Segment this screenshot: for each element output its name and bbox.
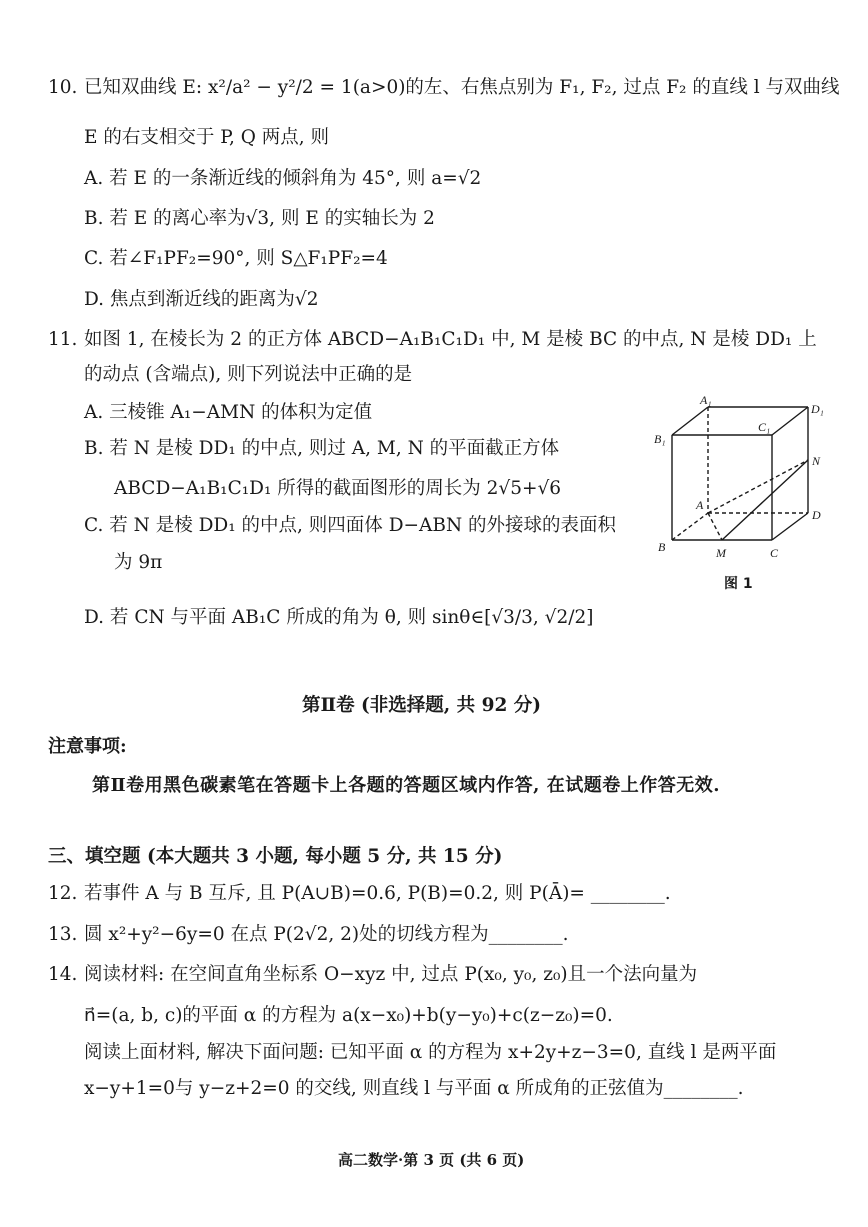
q14-line4: x−y+1=0与 y−z+2=0 的交线, 则直线 l 与平面 α 所成角的正弦值为________. — [84, 1078, 744, 1099]
q14-line1: 阅读材料: 在空间直角坐标系 O−xyz 中, 过点 P(x₀, y₀, z₀)且一个法向量为 — [84, 964, 698, 985]
label-b1: B₁ — [654, 432, 666, 446]
q10-stem-line2: E 的右支相交于 P, Q 两点, 则 — [84, 127, 330, 148]
q11-stem-line1: 如图 1, 在棱长为 2 的正方体 ABCD−A₁B₁C₁D₁ 中, M 是棱 BC 的中点, N 是棱 DD₁ 上 — [84, 329, 817, 350]
q13-text: 圆 x²+y²−6y=0 在点 P(2√2, 2)处的切线方程为________. — [84, 924, 569, 945]
label-c: C — [770, 546, 779, 560]
label-b: B — [658, 540, 666, 554]
label-a1: A₁ — [700, 395, 712, 407]
q11-option-b-line2: ABCD−A₁B₁C₁D₁ 所得的截面图形的周长为 2√5+√6 — [114, 478, 562, 499]
label-c1: C₁ — [758, 420, 771, 434]
q12-text: 若事件 A 与 B 互斥, 且 P(A∪B)=0.6, P(B)=0.2, 则 P(Ā)= ________. — [84, 883, 671, 904]
edge-m-n — [722, 460, 808, 540]
q11-stem-line2: 的动点 (含端点), 则下列说法中正确的是 — [84, 364, 413, 385]
q10-option-a: A. 若 E 的一条渐近线的倾斜角为 45°, 则 a=√2 — [84, 168, 482, 189]
label-m: M — [716, 546, 726, 560]
section3-title: 三、填空题 (本大题共 3 小题, 每小题 5 分, 共 15 分) — [48, 846, 503, 867]
q11-option-c-line1: C. 若 N 是棱 DD₁ 的中点, 则四面体 D−ABN 的外接球的表面积 — [84, 515, 617, 536]
label-a: A — [696, 498, 704, 512]
label-d: D — [812, 508, 821, 522]
q10-option-b: B. 若 E 的离心率为√3, 则 E 的实轴长为 2 — [84, 208, 435, 229]
q11-option-a: A. 三棱锥 A₁−AMN 的体积为定值 — [84, 402, 373, 423]
edge-c-d — [772, 513, 808, 540]
q11-option-c-line2: 为 9π — [114, 552, 163, 573]
figure-caption: 图 1 — [724, 576, 753, 592]
edge-c1-d1 — [772, 407, 808, 435]
label-n: N — [812, 454, 821, 468]
notes-body: 第Ⅱ卷用黑色碳素笔在答题卡上各题的答题区域内作答, 在试题卷上作答无效. — [92, 775, 720, 796]
cube-figure — [650, 395, 830, 595]
q10-option-c: C. 若∠F₁PF₂=90°, 则 S△F₁PF₂=4 — [84, 248, 388, 269]
q12-number: 12. — [48, 883, 78, 904]
q10-stem-line1: 已知双曲线 E: x²/a² − y²/2 = 1(a>0)的左、右焦点别为 F₁, F₂, 过点 F₂ 的直线 l 与双曲线 — [84, 77, 840, 98]
edge-a-m — [708, 513, 722, 540]
q11-number: 11. — [48, 329, 78, 350]
q10-option-d: D. 焦点到渐近线的距离为√2 — [84, 289, 319, 310]
part2-title: 第Ⅱ卷 (非选择题, 共 92 分) — [302, 695, 542, 716]
q11-option-b-line1: B. 若 N 是棱 DD₁ 的中点, 则过 A, M, N 的平面截正方体 — [84, 438, 560, 459]
q10-number: 10. — [48, 77, 78, 98]
edge-b-a — [672, 513, 708, 540]
edge-b1-a1 — [672, 407, 708, 435]
q14-number: 14. — [48, 964, 78, 985]
q13-number: 13. — [48, 924, 78, 945]
edge-a-n — [708, 460, 808, 513]
q14-line2: n⃗=(a, b, c)的平面 α 的方程为 a(x−x₀)+b(y−y₀)+c(z−z₀)=0. — [84, 1005, 613, 1026]
q14-line3: 阅读上面材料, 解决下面问题: 已知平面 α 的方程为 x+2y+z−3=0, 直线 l 是两平面 — [84, 1042, 777, 1063]
page-footer: 高二数学·第 3 页 (共 6 页) — [338, 1151, 525, 1169]
q11-option-d: D. 若 CN 与平面 AB₁C 所成的角为 θ, 则 sinθ∈[√3/3, √2/2] — [84, 607, 594, 628]
label-d1: D₁ — [811, 402, 824, 416]
notes-title: 注意事项: — [48, 736, 127, 757]
